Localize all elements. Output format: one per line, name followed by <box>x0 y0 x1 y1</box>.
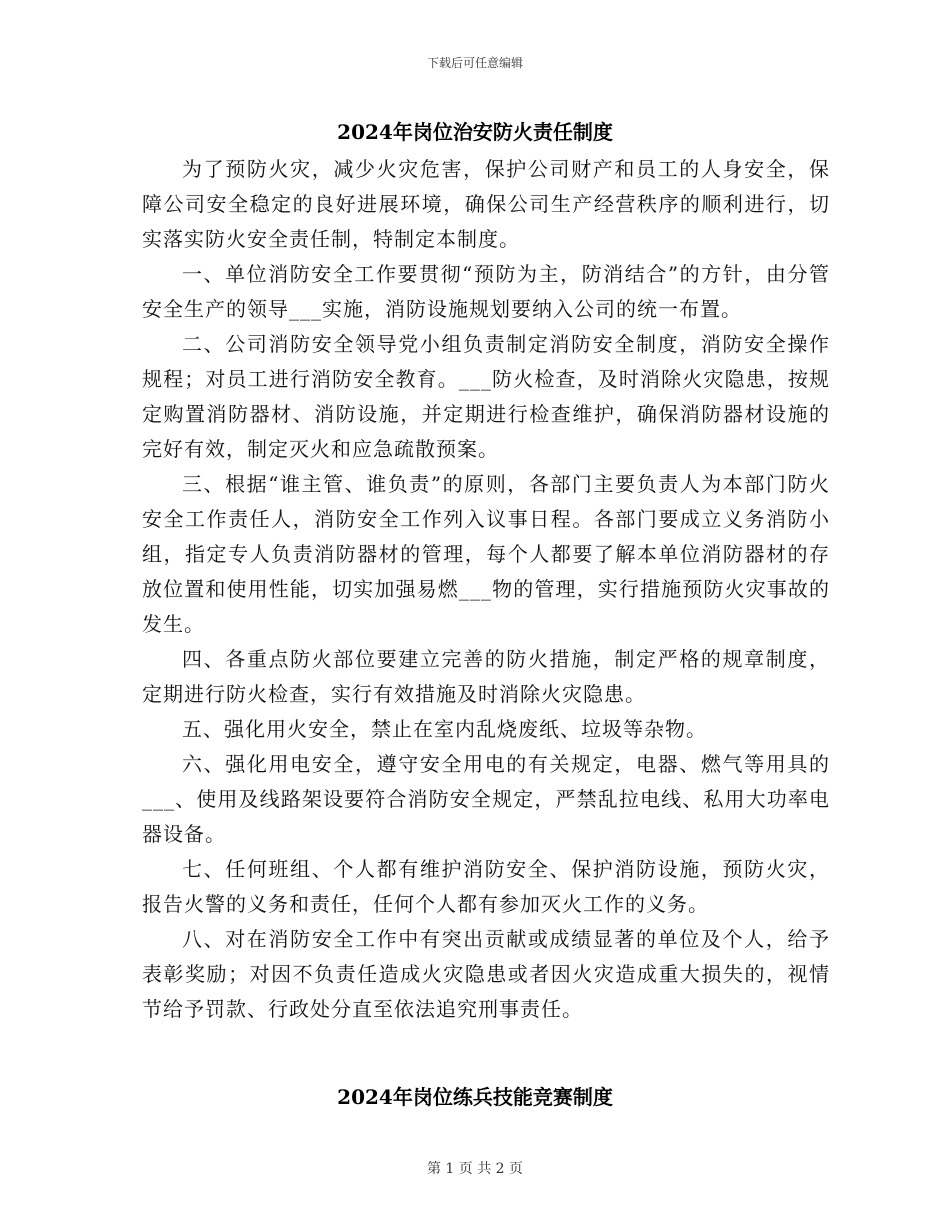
paragraph-7: 七、任何班组、个人都有维护消防安全、保护消防设施，预防火灾，报告火警的义务和责任，任何个人都有参加灭火工作的义务。 <box>142 857 830 916</box>
paragraph-4: 四、各重点防火部位要建立完善的防火措施，制定严格的规章制度，定期进行防火检查，实行有效措施及时消除火灾隐患。 <box>142 647 830 706</box>
document-title: 2024年岗位治安防火责任制度 <box>337 120 613 144</box>
paragraph-2: 二、公司消防安全领导党小组负责制定消防安全制度，消防安全操作规程；对员工进行消防安全教育。___防火检查，及时消除火灾隐患，按规定购置消防器材、消防设施，并定期进行检查维护，确保消防器材设施的完好有效，制定灭火和应急疏散预案。 <box>142 332 830 461</box>
second-document-title: 2024年岗位练兵技能竞赛制度 <box>337 1085 613 1109</box>
header-note: 下载后可任意编辑 <box>426 56 523 70</box>
paragraph-8: 八、对在消防安全工作中有突出贡献或成绩显著的单位及个人，给予表彰奖励；对因不负责任造成火灾隐患或者因火灾造成重大损失的，视情节给予罚款、行政处分直至依法追究刑事责任。 <box>142 927 830 1021</box>
paragraph-intro: 为了预防火灾，减少火灾危害，保护公司财产和员工的人身安全，保障公司安全稳定的良好进展环境，确保公司生产经营秩序的顺利进行，切实落实防火安全责任制，特制定本制度。 <box>142 157 830 251</box>
paragraph-5: 五、强化用火安全，禁止在室内乱烧废纸、垃圾等杂物。 <box>182 717 707 741</box>
paragraph-3: 三、根据“谁主管、谁负责”的原则，各部门主要负责人为本部门防火安全工作责任人，消防安全工作列入议事日程。各部门要成立义务消防小组，指定专人负责消防器材的管理，每个人都要了解本单位消防器材的存放位置和使用性能，切实加强易燃___物的管理，实行措施预防火灾事故的发生。 <box>142 472 830 636</box>
document-body <box>142 152 830 1027</box>
page-footer: 第 1 页 共 2 页 <box>426 1161 524 1177</box>
paragraph-1: 一、单位消防安全工作要贯彻“预防为主，防消结合”的方针，由分管安全生产的领导___实施，消防设施规划要纳入公司的统一布置。 <box>142 262 830 321</box>
paragraph-6: 六、强化用电安全，遵守安全用电的有关规定，电器、燃气等用具的___、使用及线路架设要符合消防安全规定，严禁乱拉电线、私用大功率电器设备。 <box>142 752 830 846</box>
